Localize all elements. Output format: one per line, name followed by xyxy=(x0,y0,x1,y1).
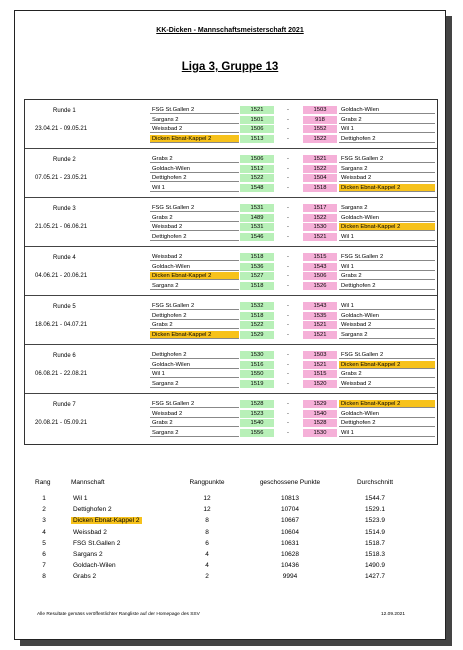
home-score: 1546 xyxy=(240,233,274,241)
match-row xyxy=(25,204,437,213)
home-team: Grabs 2 xyxy=(150,419,239,427)
home-score: 1489 xyxy=(240,214,274,222)
round-block xyxy=(25,296,437,345)
round-dates: 23.04.21 - 09.05.21 xyxy=(35,126,88,132)
match-row xyxy=(25,106,437,115)
home-score: 1506 xyxy=(240,155,274,163)
away-team: Weissbad 2 xyxy=(339,380,435,388)
round-dates: 21.05.21 - 06.06.21 xyxy=(35,224,88,230)
away-team: FSG St.Gallen 2 xyxy=(339,351,435,359)
away-team: Grabs 2 xyxy=(339,116,435,124)
score-separator: - xyxy=(287,254,289,260)
match-row xyxy=(25,380,437,389)
team-name: Goldach-Wilen xyxy=(73,562,116,570)
rangpunkte-cell: 2 xyxy=(205,573,209,581)
team-name: Dettighofen 2 xyxy=(73,506,112,514)
away-team: Goldach-Wilen xyxy=(339,312,435,320)
home-team: FSG St.Gallen 2 xyxy=(150,302,239,310)
team-name: Grabs 2 xyxy=(73,573,97,581)
home-score: 1516 xyxy=(240,361,274,369)
home-team: Sargans 2 xyxy=(150,429,239,437)
away-score: 1515 xyxy=(303,370,337,378)
away-team: Sargans 2 xyxy=(339,204,435,212)
away-score: 1526 xyxy=(303,282,337,290)
away-team: Dicken Ebnat-Kappel 2 xyxy=(339,400,435,408)
score-separator: - xyxy=(287,214,289,221)
home-score: 1530 xyxy=(240,351,274,359)
team-name: FSG St.Gallen 2 xyxy=(73,539,121,547)
standings-row xyxy=(35,551,435,561)
home-score: 1518 xyxy=(240,282,274,290)
score-separator: - xyxy=(287,126,289,132)
score-separator: - xyxy=(287,116,289,123)
average-cell: 1518.7 xyxy=(365,539,385,547)
home-team: FSG St.Gallen 2 xyxy=(150,106,239,114)
score-separator: - xyxy=(287,184,289,191)
round-dates: 06.08.21 - 22.08.21 xyxy=(35,371,88,377)
team-cell xyxy=(71,573,183,580)
average-cell: 1529.1 xyxy=(365,506,385,514)
rounds-table xyxy=(24,99,438,445)
home-team: Goldach-Wilen xyxy=(150,165,239,173)
team-cell xyxy=(71,506,183,513)
away-score: 1543 xyxy=(303,263,337,271)
round-block xyxy=(25,394,437,444)
away-team: Dicken Ebnat-Kappel 2 xyxy=(339,184,435,192)
away-team: Dettighofen 2 xyxy=(339,282,435,290)
score-separator: - xyxy=(287,420,289,426)
away-score: 1521 xyxy=(303,321,337,329)
team-cell xyxy=(71,495,183,502)
home-score: 1528 xyxy=(240,400,274,408)
standings-row xyxy=(35,573,435,583)
round-dates: 20.08.21 - 05.09.21 xyxy=(35,420,88,426)
home-score: 1531 xyxy=(240,204,274,212)
away-score: 1517 xyxy=(303,204,337,212)
team-name: Dicken Ebnat-Kappel 2 xyxy=(73,517,140,525)
score-separator: - xyxy=(287,410,289,417)
round-label: Runde 1 xyxy=(53,108,76,114)
score-separator: - xyxy=(287,135,289,142)
standings-row xyxy=(35,529,435,539)
home-team: Sargans 2 xyxy=(150,380,239,388)
match-row xyxy=(25,331,437,340)
round-block xyxy=(25,149,437,198)
header-rangpunkte: Rangpunkte xyxy=(189,479,225,486)
home-team: Dettighofen 2 xyxy=(150,351,239,359)
score-separator: - xyxy=(287,263,289,270)
rangpunkte-cell: 6 xyxy=(205,539,209,547)
home-score: 1529 xyxy=(240,331,274,339)
average-cell: 1514.9 xyxy=(365,528,385,536)
average-cell: 1544.7 xyxy=(365,495,385,502)
away-score: 1521 xyxy=(303,233,337,241)
home-score: 1506 xyxy=(240,125,274,133)
home-score: 1550 xyxy=(240,370,274,378)
home-team: Dettighofen 2 xyxy=(150,312,239,320)
away-team: Wil 1 xyxy=(339,125,435,133)
away-score: 1503 xyxy=(303,351,337,359)
match-row xyxy=(25,233,437,242)
team-cell xyxy=(71,562,183,569)
home-score: 1548 xyxy=(240,184,274,192)
away-score: 1521 xyxy=(303,331,337,339)
round-dates: 07.05.21 - 23.05.21 xyxy=(35,175,88,181)
header-rank: Rang xyxy=(35,479,51,486)
header-average: Durchschnitt xyxy=(356,479,394,486)
points-cell: 10704 xyxy=(280,506,300,514)
average-cell: 1523.9 xyxy=(365,517,385,525)
score-separator: - xyxy=(287,322,289,328)
rank-cell: 8 xyxy=(42,573,46,581)
rangpunkte-cell: 12 xyxy=(203,495,211,502)
document-page xyxy=(14,10,446,640)
round-label: Runde 5 xyxy=(53,304,76,310)
home-score: 1540 xyxy=(240,419,274,427)
header-points: geschossene Punkte xyxy=(259,479,321,486)
away-score: 1535 xyxy=(303,312,337,320)
score-separator: - xyxy=(287,165,289,172)
score-separator: - xyxy=(287,371,289,377)
home-score: 1532 xyxy=(240,302,274,310)
home-team: Weissbad 2 xyxy=(150,253,239,261)
away-score: 1530 xyxy=(303,223,337,231)
away-team: Goldach-Wilen xyxy=(339,214,435,222)
away-score: 1522 xyxy=(303,214,337,222)
average-cell: 1427.7 xyxy=(365,573,385,581)
standings-row xyxy=(35,495,435,505)
away-team: FSG St.Gallen 2 xyxy=(339,253,435,261)
match-row xyxy=(25,282,437,291)
round-dates: 04.06.21 - 20.06.21 xyxy=(35,273,88,279)
away-team: Goldach-Wilen xyxy=(339,410,435,418)
home-score: 1518 xyxy=(240,312,274,320)
round-block xyxy=(25,247,437,296)
away-score: 1552 xyxy=(303,125,337,133)
home-score: 1522 xyxy=(240,321,274,329)
away-team: Wil 1 xyxy=(339,233,435,241)
away-team: Dicken Ebnat-Kappel 2 xyxy=(339,361,435,369)
away-team: Grabs 2 xyxy=(339,272,435,280)
rank-cell: 6 xyxy=(42,551,46,558)
home-team: Goldach-Wilen xyxy=(150,263,239,271)
points-cell: 10628 xyxy=(280,551,300,558)
team-name: Weissbad 2 xyxy=(73,528,107,536)
rank-cell: 3 xyxy=(42,517,46,525)
away-team: Sargans 2 xyxy=(339,331,435,339)
away-score: 1503 xyxy=(303,106,337,114)
away-team: Wil 1 xyxy=(339,429,435,437)
away-score: 1518 xyxy=(303,184,337,192)
away-team: Wil 1 xyxy=(339,263,435,271)
team-name: Sargans 2 xyxy=(73,551,103,558)
score-separator: - xyxy=(287,205,289,211)
rank-cell: 2 xyxy=(42,506,46,514)
match-row xyxy=(25,400,437,409)
away-score: 1528 xyxy=(303,419,337,427)
home-team: Dicken Ebnat-Kappel 2 xyxy=(150,272,239,280)
match-row xyxy=(25,125,437,134)
home-team: Dettighofen 2 xyxy=(150,233,239,241)
match-row xyxy=(25,223,437,232)
score-separator: - xyxy=(287,380,289,387)
home-score: 1531 xyxy=(240,223,274,231)
standings-row xyxy=(35,562,435,572)
rangpunkte-cell: 8 xyxy=(205,517,209,525)
points-cell: 10631 xyxy=(280,539,300,547)
round-dates: 18.06.21 - 04.07.21 xyxy=(35,322,88,328)
match-row xyxy=(25,370,437,379)
score-separator: - xyxy=(287,175,289,181)
home-team: Sargans 2 xyxy=(150,116,239,124)
rank-cell: 7 xyxy=(42,562,46,570)
home-score: 1518 xyxy=(240,253,274,261)
home-team: Dettighofen 2 xyxy=(150,174,239,182)
score-separator: - xyxy=(287,429,289,436)
header-team: Mannschaft xyxy=(71,479,105,486)
footer-note: Alle Resultate gemäss veröffentlichter Rangliste auf der Homepage des SSV xyxy=(37,612,200,617)
match-row xyxy=(25,361,437,370)
score-separator: - xyxy=(287,361,289,368)
score-separator: - xyxy=(287,273,289,279)
score-separator: - xyxy=(287,303,289,309)
home-score: 1536 xyxy=(240,263,274,271)
match-row xyxy=(25,116,437,125)
home-team: Sargans 2 xyxy=(150,282,239,290)
home-team: Weissbad 2 xyxy=(150,223,239,231)
average-cell: 1518.3 xyxy=(365,551,385,558)
score-separator: - xyxy=(287,107,289,113)
group-title: Liga 3, Gruppe 13 xyxy=(181,61,279,73)
match-row xyxy=(25,174,437,183)
home-score: 1512 xyxy=(240,165,274,173)
away-team: Goldach-Wilen xyxy=(339,106,435,114)
rangpunkte-cell: 4 xyxy=(205,551,209,558)
match-row xyxy=(25,184,437,193)
home-team: Weissbad 2 xyxy=(150,125,239,133)
match-row xyxy=(25,351,437,360)
points-cell: 10813 xyxy=(280,495,300,502)
team-name: Wil 1 xyxy=(73,495,88,502)
standings-row xyxy=(35,506,435,516)
home-team: Grabs 2 xyxy=(150,155,239,163)
score-separator: - xyxy=(287,156,289,162)
standings-row xyxy=(35,517,435,527)
away-score: 1521 xyxy=(303,361,337,369)
away-score: 1515 xyxy=(303,253,337,261)
away-score: 1522 xyxy=(303,135,337,143)
points-cell: 9994 xyxy=(282,573,298,581)
away-team: Weissbad 2 xyxy=(339,321,435,329)
home-team: Wil 1 xyxy=(150,370,239,378)
away-score: 1522 xyxy=(303,165,337,173)
round-label: Runde 3 xyxy=(53,206,76,212)
rank-cell: 5 xyxy=(42,539,46,547)
score-separator: - xyxy=(287,312,289,319)
rangpunkte-cell: 12 xyxy=(203,506,211,514)
match-row xyxy=(25,214,437,223)
footer-date: 12.09.2021 xyxy=(380,612,405,617)
away-score: 1530 xyxy=(303,429,337,437)
away-score: 1520 xyxy=(303,380,337,388)
standings-header xyxy=(35,479,435,489)
away-score: 1543 xyxy=(303,302,337,310)
match-row xyxy=(25,135,437,144)
points-cell: 10436 xyxy=(280,562,300,570)
match-row xyxy=(25,155,437,164)
rangpunkte-cell: 8 xyxy=(205,528,209,536)
away-score: 1504 xyxy=(303,174,337,182)
standings-row xyxy=(35,540,435,550)
rank-cell: 4 xyxy=(42,528,46,536)
score-separator: - xyxy=(287,331,289,338)
away-team: Dicken Ebnat-Kappel 2 xyxy=(339,223,435,231)
match-row xyxy=(25,253,437,262)
away-team: Grabs 2 xyxy=(339,370,435,378)
away-team: Weissbad 2 xyxy=(339,174,435,182)
score-separator: - xyxy=(287,282,289,289)
home-score: 1556 xyxy=(240,429,274,437)
away-score: 1540 xyxy=(303,410,337,418)
match-row xyxy=(25,419,437,428)
score-separator: - xyxy=(287,352,289,358)
round-block xyxy=(25,198,437,247)
match-row xyxy=(25,302,437,311)
rank-cell: 1 xyxy=(42,495,46,502)
home-team: FSG St.Gallen 2 xyxy=(150,204,239,212)
score-separator: - xyxy=(287,224,289,230)
match-row xyxy=(25,429,437,438)
average-cell: 1490.9 xyxy=(365,562,385,570)
home-score: 1522 xyxy=(240,174,274,182)
score-separator: - xyxy=(287,233,289,240)
away-score: 1506 xyxy=(303,272,337,280)
match-row xyxy=(25,410,437,419)
match-row xyxy=(25,165,437,174)
match-row xyxy=(25,312,437,321)
points-cell: 10604 xyxy=(280,528,300,536)
rangpunkte-cell: 4 xyxy=(205,562,209,570)
round-label: Runde 2 xyxy=(53,157,76,163)
home-score: 1519 xyxy=(240,380,274,388)
away-team: Sargans 2 xyxy=(339,165,435,173)
score-separator: - xyxy=(287,401,289,407)
home-team: FSG St.Gallen 2 xyxy=(150,400,239,408)
document-title: KK-Dicken - Mannschaftsmeisterschaft 2021 xyxy=(156,27,304,34)
home-team: Weissbad 2 xyxy=(150,410,239,418)
home-team: Grabs 2 xyxy=(150,214,239,222)
round-label: Runde 6 xyxy=(53,353,76,359)
home-team: Dicken Ebnat-Kappel 2 xyxy=(150,331,239,339)
round-label: Runde 7 xyxy=(53,402,76,408)
match-row xyxy=(25,272,437,281)
round-block xyxy=(25,100,437,149)
home-team: Dicken Ebnat-Kappel 2 xyxy=(150,135,239,143)
home-score: 1523 xyxy=(240,410,274,418)
home-team: Goldach-Wilen xyxy=(150,361,239,369)
away-team: Dettighofen 2 xyxy=(339,135,435,143)
home-score: 1513 xyxy=(240,135,274,143)
away-team: Dettighofen 2 xyxy=(339,419,435,427)
team-cell xyxy=(71,529,183,536)
points-cell: 10667 xyxy=(280,517,300,525)
team-cell xyxy=(71,551,183,558)
round-block xyxy=(25,345,437,394)
round-label: Runde 4 xyxy=(53,255,76,261)
home-score: 1521 xyxy=(240,106,274,114)
team-cell xyxy=(71,540,183,547)
away-score: 918 xyxy=(303,116,337,124)
away-score: 1521 xyxy=(303,155,337,163)
match-row xyxy=(25,263,437,272)
away-score: 1529 xyxy=(303,400,337,408)
home-team: Wil 1 xyxy=(150,184,239,192)
home-team: Grabs 2 xyxy=(150,321,239,329)
away-team: Wil 1 xyxy=(339,302,435,310)
away-team: FSG St.Gallen 2 xyxy=(339,155,435,163)
home-score: 1501 xyxy=(240,116,274,124)
team-cell xyxy=(71,517,183,524)
home-score: 1527 xyxy=(240,272,274,280)
match-row xyxy=(25,321,437,330)
